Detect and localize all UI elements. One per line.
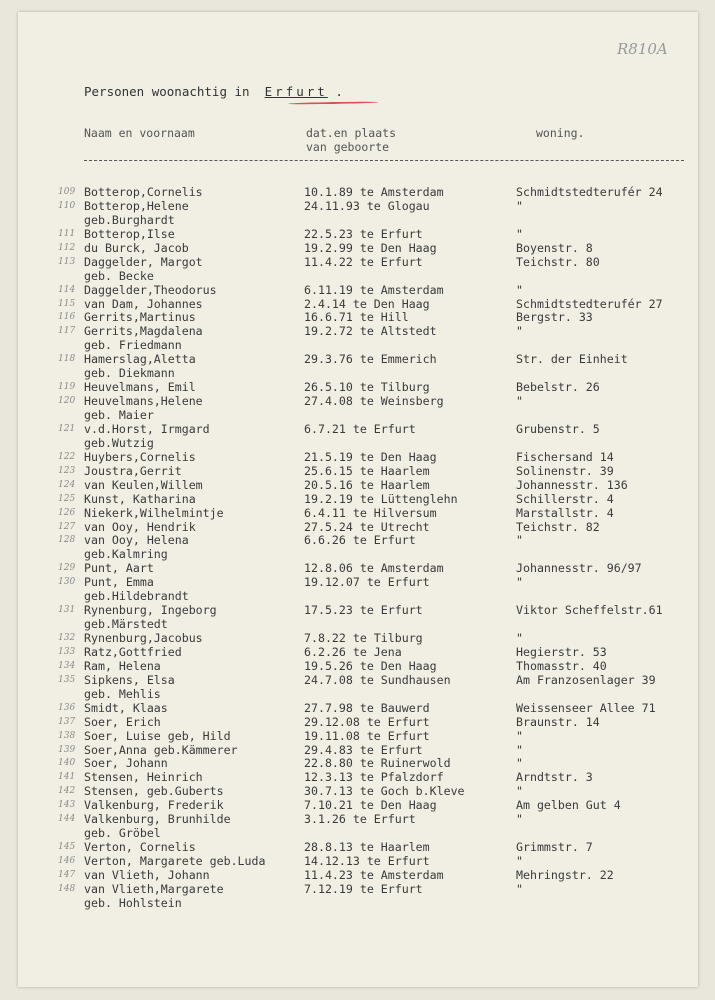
- table-row: [0, 799, 715, 813]
- birth-date-place: 14.12.13 te Erfurt: [304, 854, 430, 868]
- page-title: [84, 84, 343, 99]
- address: Teichstr. 80: [516, 254, 600, 269]
- birth-date-place: 7.12.19 te Erfurt: [304, 881, 423, 896]
- person-name: Punt, Aart: [84, 561, 154, 576]
- address: Braunstr. 14: [516, 714, 600, 729]
- table-row: [0, 716, 715, 730]
- row-number: 136: [58, 702, 76, 713]
- address: Johannesstr. 96/97: [516, 561, 642, 576]
- table-row: [0, 493, 715, 507]
- birth-date-place: 27.4.08 te Weinsberg: [304, 394, 444, 409]
- title-prefix: Personen woonachtig in: [84, 84, 250, 99]
- row-number: 126: [58, 507, 76, 518]
- address: ": [516, 324, 523, 339]
- birth-date-place: 22.5.23 te Erfurt: [304, 226, 423, 241]
- table-row: [0, 660, 715, 674]
- table-row: [0, 730, 715, 744]
- person-name: geb.Wutzig: [84, 435, 154, 450]
- row-number: 135: [58, 674, 76, 685]
- person-name: Gerrits,Magdalena: [84, 324, 203, 339]
- person-name: Gerrits,Martinus: [84, 310, 196, 325]
- table-row: [0, 186, 715, 200]
- address: Fischersand 14: [516, 449, 614, 464]
- address: Bergstr. 33: [516, 310, 593, 325]
- address: ": [516, 812, 523, 827]
- table-row: [0, 521, 715, 535]
- row-number: 129: [58, 563, 76, 574]
- person-name: Soer,Anna geb.Kämmerer: [84, 742, 238, 757]
- person-name: Verton, Cornelis: [84, 840, 196, 855]
- row-number: 130: [58, 577, 76, 588]
- table-row: [0, 590, 715, 604]
- person-name: Daggelder, Margot: [84, 254, 203, 269]
- address: ": [516, 742, 523, 757]
- person-name: geb.Burghardt: [84, 212, 175, 227]
- address: Grubenstr. 5: [516, 421, 600, 436]
- address: Str. der Einheit: [516, 352, 628, 367]
- table-row: [0, 395, 715, 409]
- birth-date-place: 19.11.08 te Erfurt: [304, 728, 430, 743]
- table-row: [0, 437, 715, 451]
- birth-date-place: 19.2.72 te Altstedt: [304, 324, 437, 339]
- address: ": [516, 282, 523, 297]
- row-number: 146: [58, 856, 76, 866]
- person-name: Rynenburg,Jacobus: [84, 631, 203, 645]
- row-number: 122: [58, 451, 76, 462]
- header-name: Naam en voornaam: [84, 126, 195, 140]
- row-number: 116: [58, 312, 76, 323]
- address: Schillerstr. 4: [516, 491, 614, 506]
- pencil-archive-mark: R810A: [617, 40, 668, 58]
- birth-date-place: 2.4.14 te Den Haag: [304, 296, 430, 311]
- birth-date-place: 6.2.26 te Jena: [304, 644, 402, 659]
- birth-date-place: 12.3.13 te Pfalzdorf: [304, 770, 444, 785]
- table-row: [0, 381, 715, 395]
- person-name: Hamerslag,Aletta: [84, 352, 196, 367]
- table-row: [0, 827, 715, 841]
- person-name: geb. Friedmann: [84, 338, 182, 353]
- person-name: Huybers,Cornelis: [84, 449, 196, 464]
- row-number: 113: [58, 256, 76, 267]
- address: Hegierstr. 53: [516, 644, 607, 659]
- address: ": [516, 854, 523, 868]
- header-birth-line2: van geboorte: [306, 140, 390, 154]
- row-number: 114: [58, 284, 76, 295]
- address: ": [516, 756, 523, 771]
- person-name: Punt, Emma: [84, 575, 154, 590]
- row-number: 144: [58, 814, 76, 825]
- table-row: [0, 813, 715, 827]
- person-name: Botterop,Cornelis: [84, 185, 203, 199]
- person-name: geb.Hildebrandt: [84, 589, 189, 604]
- birth-date-place: 6.7.21 te Erfurt: [304, 421, 416, 436]
- row-number: 137: [58, 716, 76, 727]
- address: Schmidtstedterufér 27: [516, 296, 663, 311]
- address: Am Franzosenlager 39: [516, 672, 656, 687]
- person-name: Soer, Luise geb, Hild: [84, 728, 231, 743]
- row-number: 127: [58, 521, 76, 532]
- address: ": [516, 631, 523, 645]
- person-name: Joustra,Gerrit: [84, 463, 182, 478]
- table-row: [0, 270, 715, 284]
- row-number: 147: [58, 869, 76, 880]
- person-name: Verton, Margarete geb.Luda: [84, 854, 266, 868]
- person-name: Ram, Helena: [84, 658, 161, 673]
- table-row: [0, 688, 715, 702]
- birth-date-place: 29.12.08 te Erfurt: [304, 714, 430, 729]
- person-name: v.d.Horst, Irmgard: [84, 421, 210, 436]
- table-row: [0, 214, 715, 228]
- person-name: geb. Becke: [84, 268, 154, 283]
- table-row: [0, 618, 715, 632]
- table-row: [0, 353, 715, 367]
- address: ": [516, 784, 523, 799]
- person-name: Daggelder,Theodorus: [84, 282, 217, 297]
- row-number: 118: [58, 354, 76, 365]
- person-name: geb. Hohlstein: [84, 895, 182, 910]
- table-row: [0, 423, 715, 437]
- person-name: Botterop,Helene: [84, 198, 189, 213]
- address: Viktor Scheffelstr.61: [516, 603, 663, 618]
- birth-date-place: 11.4.23 te Amsterdam: [304, 867, 444, 882]
- row-number: 125: [58, 493, 76, 504]
- row-number: 119: [58, 382, 76, 393]
- table-row: [0, 883, 715, 897]
- row-number: 120: [58, 396, 76, 407]
- table-row: [0, 897, 715, 911]
- address: Boyenstr. 8: [516, 240, 593, 255]
- row-number: 132: [58, 633, 76, 643]
- address: ": [516, 575, 523, 590]
- person-name: Kunst, Katharina: [84, 491, 196, 506]
- row-number: 123: [58, 465, 76, 476]
- birth-date-place: 6.6.26 te Erfurt: [304, 533, 416, 548]
- table-row: [0, 562, 715, 576]
- table-row: [0, 242, 715, 256]
- birth-date-place: 25.6.15 te Haarlem: [304, 463, 430, 478]
- person-name: van Ooy, Helena: [84, 533, 189, 548]
- address: Arndtstr. 3: [516, 770, 593, 785]
- table-row: [0, 479, 715, 493]
- register-rows: [0, 186, 715, 911]
- person-name: Niekerk,Wilhelmintje: [84, 505, 224, 520]
- birth-date-place: 6.4.11 te Hilversum: [304, 505, 437, 520]
- title-suffix: .: [335, 84, 343, 99]
- table-row: [0, 744, 715, 758]
- table-row: [0, 604, 715, 618]
- row-number: 124: [58, 479, 76, 490]
- table-row: [0, 841, 715, 855]
- row-number: 142: [58, 786, 76, 797]
- row-number: 112: [58, 242, 76, 253]
- birth-date-place: 27.5.24 te Utrecht: [304, 519, 430, 534]
- person-name: Heuvelmans, Emil: [84, 380, 196, 395]
- person-name: Stensen, geb.Guberts: [84, 784, 224, 799]
- row-number: 148: [58, 883, 76, 894]
- birth-date-place: 29.4.83 te Erfurt: [304, 742, 423, 757]
- address: Schmidtstedterufér 24: [516, 185, 663, 199]
- person-name: Stensen, Heinrich: [84, 770, 203, 785]
- birth-date-place: 26.5.10 te Tilburg: [304, 380, 430, 395]
- table-row: [0, 409, 715, 423]
- person-name: van Ooy, Hendrik: [84, 519, 196, 534]
- person-name: van Vlieth,Margarete: [84, 881, 224, 896]
- person-name: van Keulen,Willem: [84, 477, 203, 492]
- birth-date-place: 20.5.16 te Haarlem: [304, 477, 430, 492]
- table-row: [0, 451, 715, 465]
- person-name: van Dam, Johannes: [84, 296, 203, 311]
- table-row: [0, 646, 715, 660]
- row-number: 145: [58, 842, 76, 853]
- birth-date-place: 16.6.71 te Hill: [304, 310, 409, 325]
- birth-date-place: 22.8.80 te Ruinerwold: [304, 756, 451, 771]
- person-name: du Burck, Jacob: [84, 240, 189, 255]
- address: ": [516, 728, 523, 743]
- row-number: 140: [58, 758, 76, 769]
- birth-date-place: 21.5.19 te Den Haag: [304, 449, 437, 464]
- birth-date-place: 10.1.89 te Amsterdam: [304, 185, 444, 199]
- person-name: geb.Märstedt: [84, 617, 168, 632]
- row-number: 134: [58, 660, 76, 671]
- header-birth-line1: dat.en plaats: [306, 126, 397, 140]
- address: Weissenseer Allee 71: [516, 700, 656, 715]
- person-name: Ratz,Gottfried: [84, 644, 182, 659]
- row-number: 138: [58, 730, 76, 741]
- birth-date-place: 27.7.98 te Bauwerd: [304, 700, 430, 715]
- person-name: Valkenburg, Brunhilde: [84, 812, 231, 827]
- table-row: [0, 632, 715, 646]
- person-name: Botterop,Ilse: [84, 226, 175, 241]
- birth-date-place: 19.2.19 te Lüttenglehn: [304, 491, 458, 506]
- birth-date-place: 29.3.76 te Emmerich: [304, 352, 437, 367]
- table-row: [0, 465, 715, 479]
- birth-date-place: 7.10.21 te Den Haag: [304, 798, 437, 813]
- table-row: [0, 757, 715, 771]
- table-row: [0, 200, 715, 214]
- table-row: [0, 507, 715, 521]
- birth-date-place: 17.5.23 te Erfurt: [304, 603, 423, 618]
- birth-date-place: 11.4.22 te Erfurt: [304, 254, 423, 269]
- birth-date-place: 19.5.26 te Den Haag: [304, 658, 437, 673]
- address: ": [516, 394, 523, 409]
- birth-date-place: 12.8.06 te Amsterdam: [304, 561, 444, 576]
- person-name: Rynenburg, Ingeborg: [84, 603, 217, 618]
- table-row: [0, 576, 715, 590]
- address: Solinenstr. 39: [516, 463, 614, 478]
- person-name: Heuvelmans,Helene: [84, 394, 203, 409]
- person-name: geb. Gröbel: [84, 826, 161, 841]
- birth-date-place: 30.7.13 te Goch b.Kleve: [304, 784, 465, 799]
- table-row: [0, 256, 715, 270]
- birth-date-place: 19.2.99 te Den Haag: [304, 240, 437, 255]
- row-number: 128: [58, 535, 76, 546]
- row-number: 141: [58, 772, 76, 783]
- person-name: geb. Maier: [84, 408, 154, 422]
- birth-date-place: 19.12.07 te Erfurt: [304, 575, 430, 590]
- person-name: geb.Kalmring: [84, 547, 168, 562]
- person-name: Soer, Erich: [84, 714, 161, 729]
- birth-date-place: 24.7.08 te Sundhausen: [304, 672, 451, 687]
- row-number: 143: [58, 800, 76, 811]
- person-name: van Vlieth, Johann: [84, 867, 210, 882]
- table-row: [0, 534, 715, 548]
- table-row: [0, 339, 715, 353]
- table-row: [0, 548, 715, 562]
- table-row: [0, 785, 715, 799]
- title-city: Erfurt: [264, 84, 328, 99]
- address: Marstallstr. 4: [516, 505, 614, 520]
- row-number: 111: [58, 228, 76, 239]
- row-number: 110: [58, 200, 76, 211]
- birth-date-place: 28.8.13 te Haarlem: [304, 840, 430, 855]
- row-number: 131: [58, 605, 76, 616]
- row-number: 139: [58, 744, 76, 755]
- table-row: [0, 228, 715, 242]
- table-row: [0, 855, 715, 869]
- address: Grimmstr. 7: [516, 840, 593, 855]
- person-name: geb. Diekmann: [84, 366, 175, 381]
- row-number: 121: [58, 423, 76, 434]
- table-row: [0, 771, 715, 785]
- address: Mehringstr. 22: [516, 867, 614, 882]
- address: ": [516, 533, 523, 548]
- table-row: [0, 325, 715, 339]
- address: ": [516, 881, 523, 896]
- table-row: [0, 284, 715, 298]
- table-row: [0, 298, 715, 312]
- address: Am gelben Gut 4: [516, 798, 621, 813]
- person-name: Valkenburg, Frederik: [84, 798, 224, 813]
- birth-date-place: 7.8.22 te Tilburg: [304, 631, 423, 645]
- row-number: 133: [58, 646, 76, 657]
- birth-date-place: 24.11.93 te Glogau: [304, 198, 430, 213]
- address: ": [516, 198, 523, 213]
- address: ": [516, 226, 523, 241]
- row-number: 109: [58, 187, 76, 197]
- person-name: Smidt, Klaas: [84, 700, 168, 715]
- birth-date-place: 3.1.26 te Erfurt: [304, 812, 416, 827]
- table-row: [0, 311, 715, 325]
- person-name: geb. Mehlis: [84, 686, 161, 701]
- header-divider: [84, 160, 684, 161]
- table-row: [0, 702, 715, 716]
- table-row: [0, 869, 715, 883]
- address: Bebelstr. 26: [516, 380, 600, 395]
- row-number: 115: [58, 298, 76, 309]
- table-row: [0, 674, 715, 688]
- row-number: 117: [58, 326, 76, 337]
- address: Teichstr. 82: [516, 519, 600, 534]
- header-address: woning.: [536, 126, 585, 140]
- person-name: Soer, Johann: [84, 756, 168, 771]
- birth-date-place: 6.11.19 te Amsterdam: [304, 282, 444, 297]
- address: Thomasstr. 40: [516, 658, 607, 673]
- table-row: [0, 367, 715, 381]
- person-name: Sipkens, Elsa: [84, 672, 175, 687]
- address: Johannesstr. 136: [516, 477, 628, 492]
